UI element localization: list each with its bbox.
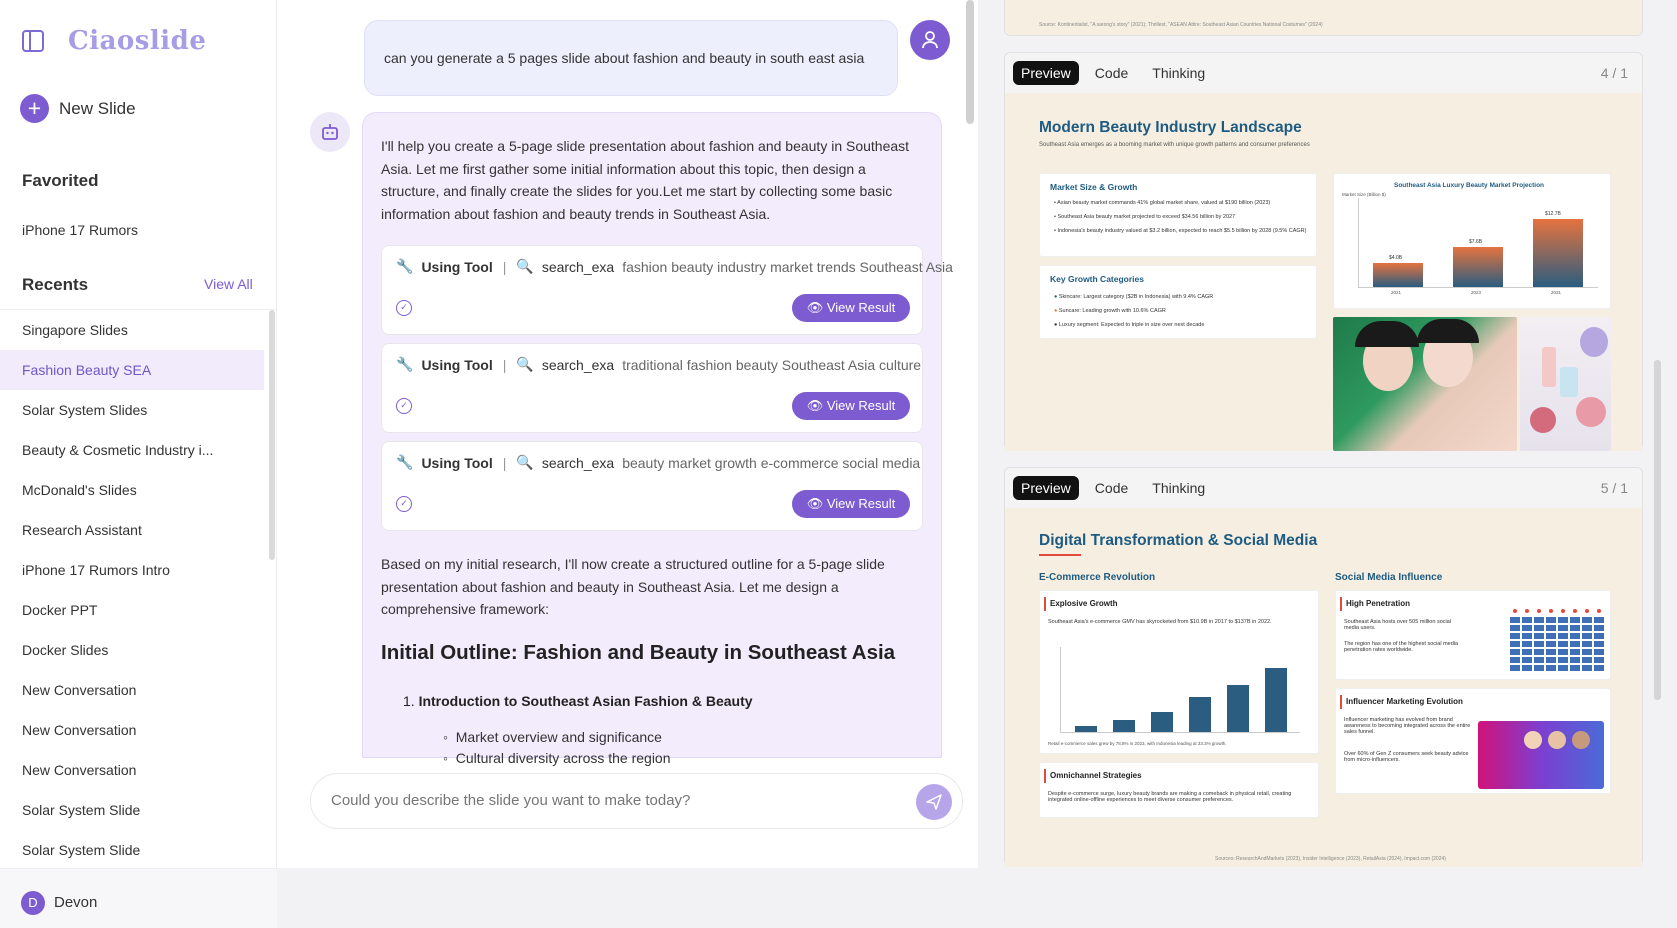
flower-shape	[1580, 327, 1608, 357]
ecom-chart-bar	[1227, 685, 1249, 732]
grid-cell	[1534, 665, 1544, 671]
slide-bullet: ● Skincare: Largest category ($2B in Indonesia) with 9.4% CAGR	[1054, 294, 1214, 300]
chart-bar-label: $7.6B	[1469, 239, 1483, 245]
grid-cell	[1582, 617, 1592, 623]
user-bar[interactable]	[0, 868, 277, 928]
section-label: E-Commerce Revolution	[1039, 572, 1156, 583]
accent-bar	[1044, 597, 1046, 611]
bottom-strip	[277, 868, 1677, 928]
chart-bar	[1453, 247, 1503, 287]
grid-cell	[1594, 657, 1604, 663]
slide-card-title: Influencer Marketing Evolution	[1346, 697, 1463, 706]
tool-name: search_exa	[541, 454, 615, 471]
slide-card-text: Over 60% of Gen Z consumers seek beauty advice from micro-influencers.	[1344, 751, 1469, 763]
slide-card-text: Southeast Asia's e-commerce GMV has skyrocketed from $10.9B in 2017 to $137B in 2022.	[1048, 619, 1272, 625]
grid-cell	[1534, 617, 1544, 623]
slide-card-title: Explosive Growth	[1050, 599, 1118, 608]
check-circle-icon: ✓	[396, 398, 412, 414]
tool-card	[381, 441, 923, 531]
recent-item[interactable]: Docker Slides	[22, 642, 109, 658]
tab-code[interactable]: Code	[1094, 65, 1129, 81]
check-circle-icon: ✓	[396, 496, 412, 512]
slide-card	[1039, 762, 1319, 818]
recent-item-active[interactable]: Fashion Beauty SEA	[0, 350, 264, 390]
slide-bullet-text: Asian beauty market commands 41% global market share, valued at $190 billion (2023)	[1057, 200, 1271, 206]
grid-cell	[1582, 657, 1592, 663]
panel-tabs	[1013, 476, 1213, 500]
grid-cell	[1570, 665, 1580, 671]
tool-query: traditional fashion beauty Southeast Asia culture	[622, 356, 922, 373]
grid-cell	[1510, 641, 1520, 647]
slide-photo-models	[1333, 317, 1517, 451]
grid-cell	[1522, 657, 1532, 663]
recent-item[interactable]: Docker PPT	[22, 602, 98, 618]
slide-bullet-text: Suncare: Leading growth with 10.6% CAGR	[1058, 308, 1166, 314]
view-result-label: View Result	[826, 496, 896, 511]
recent-item[interactable]: Solar System Slide	[22, 842, 141, 858]
grid-dot	[1513, 609, 1517, 613]
sidebar	[0, 0, 277, 928]
outline-subitem-text: Market overview and significance	[455, 729, 662, 745]
influencer-image	[1478, 721, 1604, 789]
view-result-button[interactable]	[792, 294, 910, 322]
slide-card-footnote: Retail e-commerce sales grew by 78.8% in 2023, with Indonesia leading at 33.3% growth.	[1048, 741, 1227, 746]
chart-unit-label: Market Size (Billion $)	[1342, 192, 1386, 197]
tab-code[interactable]: Code	[1094, 480, 1129, 496]
face-shape	[1548, 731, 1566, 749]
bot-icon	[310, 112, 350, 152]
recent-item[interactable]: Solar System Slide	[22, 802, 141, 818]
slide-card-text: Influencer marketing has evolved from brand awareness to becoming integrated across the entire sales funnel.	[1344, 717, 1471, 735]
grid-cell	[1510, 633, 1520, 639]
outline-subitem: ◦ Market overview and significance	[443, 729, 662, 745]
tool-card	[381, 343, 923, 433]
chat-input[interactable]	[331, 792, 891, 809]
grid-cell	[1510, 665, 1520, 671]
recents-list	[0, 309, 277, 870]
chart-bar	[1533, 219, 1583, 287]
slide-title: Digital Transformation & Social Media	[1039, 532, 1318, 549]
slide-bullet: ● Suncare: Leading growth with 10.6% CAGR	[1054, 308, 1166, 314]
flower-shape	[1530, 407, 1556, 433]
tool-label: Using Tool	[421, 454, 493, 471]
page-number: 4 / 1	[1600, 65, 1628, 81]
sidebar-toggle-icon[interactable]	[22, 30, 44, 52]
slide-source-text: Sources: ResearchAndMarkets (2023), Insider Intelligence (2023), RetailAsia (2024), Impact.com (2024)	[1215, 856, 1446, 862]
slide-panel-5	[1004, 467, 1643, 866]
slide-bullet-text: Luxury segment: Expected to triple in size over next decade	[1058, 322, 1205, 328]
grid-cell	[1558, 641, 1568, 647]
user-avatar-icon	[910, 20, 950, 60]
slide-card	[1039, 265, 1317, 339]
bot-intro-text: I'll help you create a 5-page slide presentation about fashion and beauty in Southeast Asia. Let me first gather some initial information about this topic, then design a structure, and finally create the slides for you.Let me start by collecting some basic information about fashion and beauty trends in Southeast Asia.	[381, 138, 910, 222]
grid-cell	[1546, 641, 1556, 647]
recent-item[interactable]: Beauty & Cosmetic Industry i...	[22, 442, 214, 458]
grid-cell	[1522, 625, 1532, 631]
view-result-button[interactable]	[792, 490, 910, 518]
grid-cell	[1582, 665, 1592, 671]
grid-cell	[1546, 633, 1556, 639]
bot-followup-text: Based on my initial research, I'll now create a structured outline for a 5-page slide presentation about fashion and beauty in Southeast Asia. Let me design a comprehensive framework:	[381, 556, 885, 617]
ecom-chart-bar	[1113, 720, 1135, 732]
recent-item[interactable]: Research Assistant	[22, 522, 142, 538]
divider: |	[502, 454, 507, 471]
slide-card-title: Omnichannel Strategies	[1050, 771, 1142, 780]
page-number: 5 / 1	[1600, 480, 1628, 496]
preview-scrollbar[interactable]	[1654, 360, 1661, 700]
grid-cell	[1546, 625, 1556, 631]
grid-cell	[1582, 649, 1592, 655]
grid-cell	[1510, 649, 1520, 655]
slide-card-text: Southeast Asia hosts over 505 million social media users.	[1344, 619, 1452, 631]
wrench-icon: 🔧	[396, 356, 414, 372]
ecom-chart-bar	[1265, 668, 1287, 732]
ecom-chart	[1060, 647, 1300, 733]
chat-scrollbar[interactable]	[966, 0, 974, 124]
product-jar	[1560, 367, 1578, 397]
grid-cell	[1570, 625, 1580, 631]
chart-tick-label: 2023	[1471, 290, 1482, 295]
ecom-chart-bar	[1189, 697, 1211, 732]
recent-item[interactable]: New Conversation	[22, 762, 137, 778]
eye-icon: 👁	[806, 496, 827, 511]
grid-cell	[1594, 625, 1604, 631]
favorited-item[interactable]: iPhone 17 Rumors	[22, 222, 138, 238]
grid-cell	[1558, 665, 1568, 671]
search-icon: 🔍	[516, 454, 534, 470]
tool-query: beauty market growth e-commerce social media	[622, 454, 921, 471]
grid-cell	[1558, 657, 1568, 663]
view-all-link[interactable]: View All	[204, 276, 253, 292]
recent-item[interactable]: New Conversation	[22, 722, 137, 738]
grid-cell	[1534, 657, 1544, 663]
slide-title: Modern Beauty Industry Landscape	[1039, 119, 1302, 136]
chart-title: Southeast Asia Luxury Beauty Market Projection	[1394, 182, 1545, 189]
grid-cell	[1570, 649, 1580, 655]
slide-photo-products	[1520, 317, 1611, 451]
slide-bullet-text: Southeast Asia beauty market projected to exceed $34.56 billion by 2027	[1057, 214, 1236, 220]
view-result-button[interactable]	[792, 392, 910, 420]
chart-tick-label: 2031	[1551, 290, 1562, 295]
grid-cell	[1522, 617, 1532, 623]
grid-cell	[1582, 633, 1592, 639]
outline-item	[403, 693, 753, 709]
slide-bullet-text: Skincare: Largest category ($2B in Indonesia) with 9.4% CAGR	[1058, 294, 1214, 300]
slide-card	[1039, 173, 1317, 257]
grid-cell	[1534, 641, 1544, 647]
avatar: D	[21, 891, 45, 915]
tool-name: search_exa	[541, 356, 615, 373]
chart-bar	[1373, 263, 1423, 287]
grid-cell	[1558, 617, 1568, 623]
tool-label: Using Tool	[421, 258, 493, 275]
grid-cell	[1570, 633, 1580, 639]
divider: |	[502, 258, 507, 275]
grid-cell	[1534, 633, 1544, 639]
eye-icon: 👁	[806, 398, 827, 413]
slide-card	[1335, 688, 1611, 794]
user-message: can you generate a 5 pages slide about fashion and beauty in south east asia	[364, 20, 898, 96]
outline-subitem: ◦ Cultural diversity across the region	[443, 750, 671, 766]
recent-item[interactable]: New Conversation	[22, 682, 137, 698]
slide-card-title: Key Growth Categories	[1050, 274, 1144, 284]
grid-dot	[1597, 609, 1601, 613]
chat-input-box[interactable]	[310, 773, 963, 829]
search-icon: 🔍	[516, 356, 534, 372]
grid-cell	[1570, 617, 1580, 623]
title-underline	[1039, 554, 1081, 556]
slide-bullet: • Asian beauty market commands 41% global market share, valued at $190 billion (2023)	[1054, 200, 1271, 206]
grid-dot	[1573, 609, 1577, 613]
slide-source-text: Source: Kontinentalist, "A sarong's story" (2021); Thrillest, "ASEAN Attire: Southeast Asian Countries National Costumes" (2024)	[1039, 22, 1323, 28]
chart-tick-label: 2021	[1391, 290, 1402, 295]
grid-cell	[1522, 649, 1532, 655]
outline-item-label: Introduction to Southeast Asian Fashion & Beauty	[418, 693, 753, 709]
check-circle-icon: ✓	[396, 300, 412, 316]
panel-tabs	[1013, 61, 1213, 85]
product-bottle	[1542, 347, 1556, 387]
outline-item-number: 1.	[403, 693, 415, 709]
grid-dot	[1537, 609, 1541, 613]
slide-bullet-text: Indonesia's beauty industry valued at $3.2 billion, expected to reach $5.5 billion by 2028 (9.5% CAGR)	[1057, 228, 1307, 234]
accent-bar	[1044, 769, 1046, 783]
slide-chart-card	[1333, 173, 1611, 309]
grid-cell	[1594, 633, 1604, 639]
wrench-icon: 🔧	[396, 454, 414, 470]
grid-cell	[1558, 625, 1568, 631]
grid-cell	[1534, 649, 1544, 655]
favorited-heading: Favorited	[22, 171, 99, 190]
tab-thinking[interactable]: Thinking	[1152, 65, 1206, 81]
flower-shape	[1576, 397, 1606, 427]
grid-dot	[1525, 609, 1529, 613]
eye-icon: 👁	[806, 300, 827, 315]
tab-preview[interactable]: Preview	[1013, 61, 1079, 85]
recents-heading: Recents	[22, 275, 89, 294]
grid-cell	[1546, 617, 1556, 623]
tool-label: Using Tool	[421, 356, 493, 373]
tool-query: fashion beauty industry market trends Southeast Asia	[622, 258, 953, 275]
slide-3-partial	[1004, 0, 1643, 36]
grid-cell	[1522, 665, 1532, 671]
outline-subitem-text: Cultural diversity across the region	[455, 750, 671, 766]
tab-preview[interactable]: Preview	[1013, 476, 1079, 500]
accent-bar	[1340, 695, 1342, 709]
slide-preview	[1005, 93, 1642, 451]
section-label: Social Media Influence	[1335, 572, 1443, 583]
slide-preview	[1005, 508, 1642, 867]
divider: |	[502, 356, 507, 373]
grid-cell	[1546, 657, 1556, 663]
chart-bar-label: $4.0B	[1389, 255, 1403, 261]
grid-dot	[1561, 609, 1565, 613]
grid-cell	[1594, 665, 1604, 671]
slide-card-text: The region has one of the highest social media penetration rates worldwide.	[1344, 641, 1459, 653]
plus-icon: +	[20, 94, 49, 123]
recent-item[interactable]: Solar System Slides	[22, 402, 148, 418]
new-slide-button[interactable]	[20, 94, 136, 123]
grid-cell	[1570, 657, 1580, 663]
tab-thinking[interactable]: Thinking	[1152, 480, 1206, 496]
bot-message	[362, 112, 953, 766]
recent-item[interactable]: Singapore Slides	[22, 322, 128, 338]
grid-cell	[1570, 641, 1580, 647]
grid-dot	[1585, 609, 1589, 613]
grid-cell	[1522, 633, 1532, 639]
wrench-icon: 🔧	[396, 258, 414, 274]
face-shape	[1572, 731, 1590, 749]
search-icon: 🔍	[516, 258, 534, 274]
recent-item[interactable]: McDonald's Slides	[22, 482, 137, 498]
accent-bar	[1340, 597, 1342, 611]
logo-row	[22, 26, 206, 56]
view-result-label: View Result	[826, 300, 896, 315]
slide-panel-4	[1004, 52, 1643, 450]
slide-card	[1335, 590, 1611, 680]
sidebar-scrollbar[interactable]	[269, 310, 275, 560]
grid-cell	[1582, 625, 1592, 631]
grid-cell	[1534, 625, 1544, 631]
slide-bullet: • Southeast Asia beauty market projected to exceed $34.56 billion by 2027	[1054, 214, 1236, 220]
grid-cell	[1510, 657, 1520, 663]
grid-dot	[1549, 609, 1553, 613]
grid-cell	[1594, 617, 1604, 623]
grid-cell	[1546, 649, 1556, 655]
slide-bullet: ● Luxury segment: Expected to triple in size over next decade	[1054, 322, 1205, 328]
face-shape	[1524, 731, 1542, 749]
hair-shape	[1417, 319, 1479, 343]
grid-cell	[1582, 641, 1592, 647]
penetration-grid	[1486, 601, 1606, 673]
grid-cell	[1546, 665, 1556, 671]
chart-plot	[1358, 198, 1598, 295]
chart-bar-label: $12.7B	[1545, 211, 1561, 217]
slide-bullet: • Indonesia's beauty industry valued at $3.2 billion, expected to reach $5.5 billion by 2028 (9.5% CAGR)	[1054, 228, 1307, 234]
view-result-label: View Result	[826, 398, 896, 413]
send-button[interactable]	[916, 784, 952, 820]
app-logo: Ciaoslide	[68, 26, 207, 56]
grid-cell	[1594, 649, 1604, 655]
ecom-chart-bar	[1075, 726, 1097, 732]
tool-card	[381, 245, 953, 335]
slide-card-title: Market Size & Growth	[1050, 182, 1138, 192]
outline-title: Initial Outline: Fashion and Beauty in Southeast Asia	[381, 641, 896, 664]
grid-cell	[1510, 617, 1520, 623]
slide-subtitle: Southeast Asia emerges as a booming market with unique growth patterns and consumer preferences	[1039, 142, 1310, 148]
grid-cell	[1558, 649, 1568, 655]
recent-item[interactable]: iPhone 17 Rumors Intro	[22, 562, 170, 578]
slide-card-title: High Penetration	[1346, 599, 1411, 608]
new-slide-label: New Slide	[59, 98, 136, 118]
tool-name: search_exa	[541, 258, 615, 275]
grid-cell	[1510, 625, 1520, 631]
slide-card-text: Despite e-commerce surge, luxury beauty brands are making a comeback in physical retail, creating integrated online-offline experiences to meet diverse consumer preferences.	[1048, 791, 1292, 803]
grid-cell	[1594, 641, 1604, 647]
hair-shape	[1355, 321, 1419, 347]
slide-card	[1039, 590, 1319, 754]
send-icon	[925, 793, 943, 811]
grid-cell	[1558, 633, 1568, 639]
user-name: Devon	[54, 894, 98, 911]
grid-cell	[1522, 641, 1532, 647]
ecom-chart-bar	[1151, 712, 1173, 732]
